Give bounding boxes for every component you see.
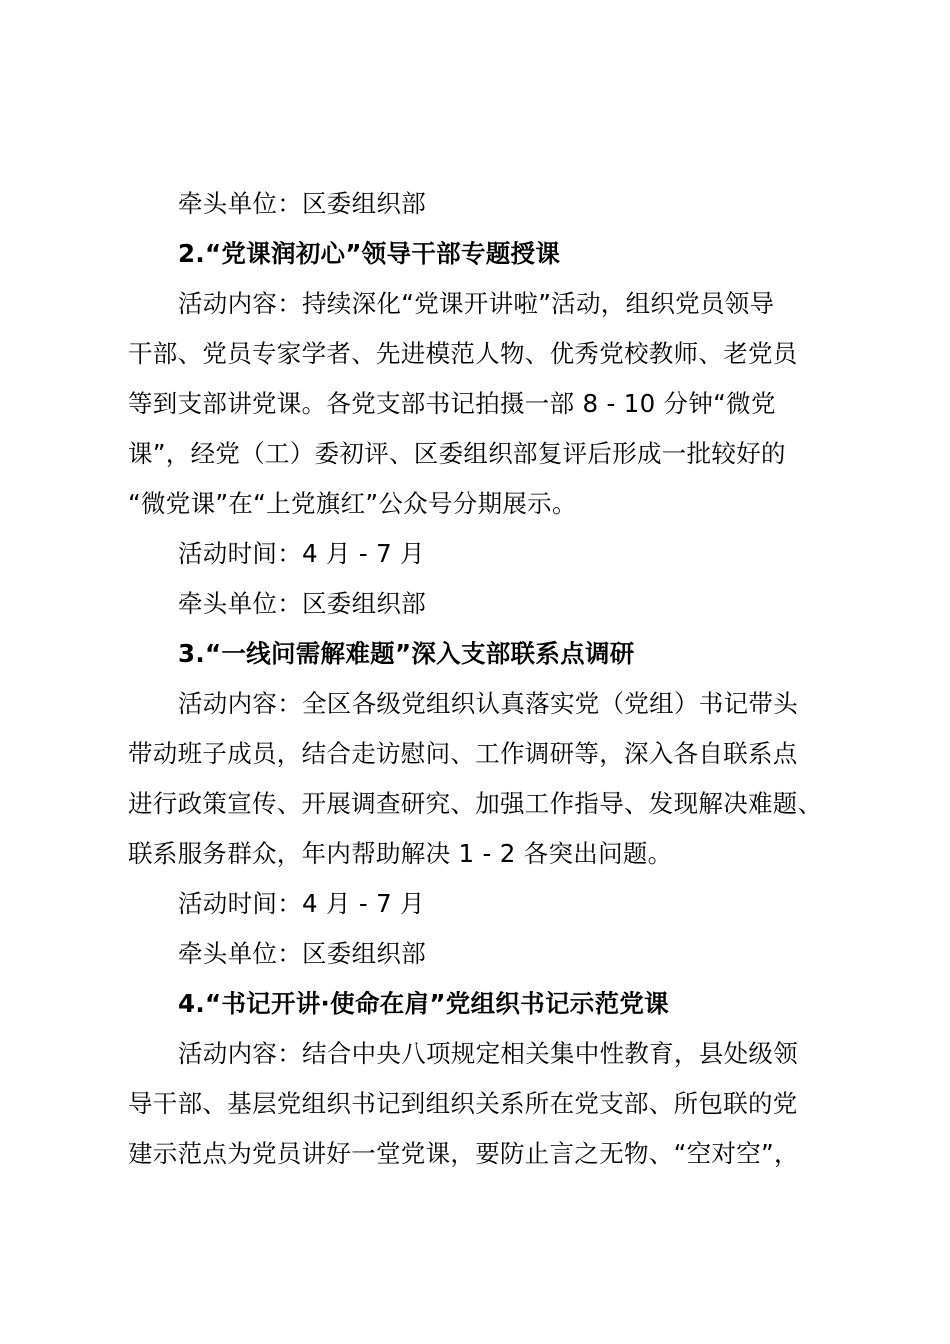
paragraph-line: 活动内容：持续深化“党课开讲啦”活动，组织党员领导 [178, 289, 775, 318]
lead-unit-3: 牵头单位：区委组织部 [178, 939, 426, 968]
paragraph-line: 建示范点为党员讲好一堂党课，要防止言之无物、“空对空”， [128, 1139, 799, 1168]
paragraph-line: 等到支部讲党课。各党支部书记拍摄一部 8 - 10 分钟“微党 [128, 389, 776, 418]
lead-unit-1: 牵头单位：区委组织部 [178, 189, 426, 218]
paragraph-line: 联系服务群众，年内帮助解决 1 - 2 各突出问题。 [128, 839, 673, 868]
paragraph-line: 活动内容：结合中央八项规定相关集中性教育，县处级领 [178, 1039, 798, 1068]
paragraph-line: 干部、党员专家学者、先进模范人物、优秀党校教师、老党员 [128, 339, 798, 368]
section-heading-2: 2.“党课润初心”领导干部专题授课 [178, 239, 561, 268]
section-heading-3: 3.“一线问需解难题”深入支部联系点调研 [178, 639, 635, 668]
paragraph-line: 活动内容：全区各级党组织认真落实党（党组）书记带头 [178, 689, 798, 718]
section-heading-4: 4.“书记开讲·使命在肩”党组织书记示范党课 [178, 989, 669, 1018]
paragraph-line: “微党课”在“上党旗红”公众号分期展示。 [128, 489, 577, 518]
paragraph-line: 课”，经党（工）委初评、区委组织部复评后形成一批较好的 [128, 439, 786, 468]
activity-time-3: 活动时间：4 月 - 7 月 [178, 889, 425, 918]
paragraph-line: 进行政策宣传、开展调查研究、加强工作指导、发现解决难题、 [128, 789, 823, 818]
activity-time-2: 活动时间：4 月 - 7 月 [178, 539, 425, 568]
paragraph-line: 导干部、基层党组织书记到组织关系所在党支部、所包联的党 [128, 1089, 798, 1118]
paragraph-line: 带动班子成员，结合走访慰问、工作调研等，深入各自联系点 [128, 739, 798, 768]
lead-unit-2: 牵头单位：区委组织部 [178, 589, 426, 618]
